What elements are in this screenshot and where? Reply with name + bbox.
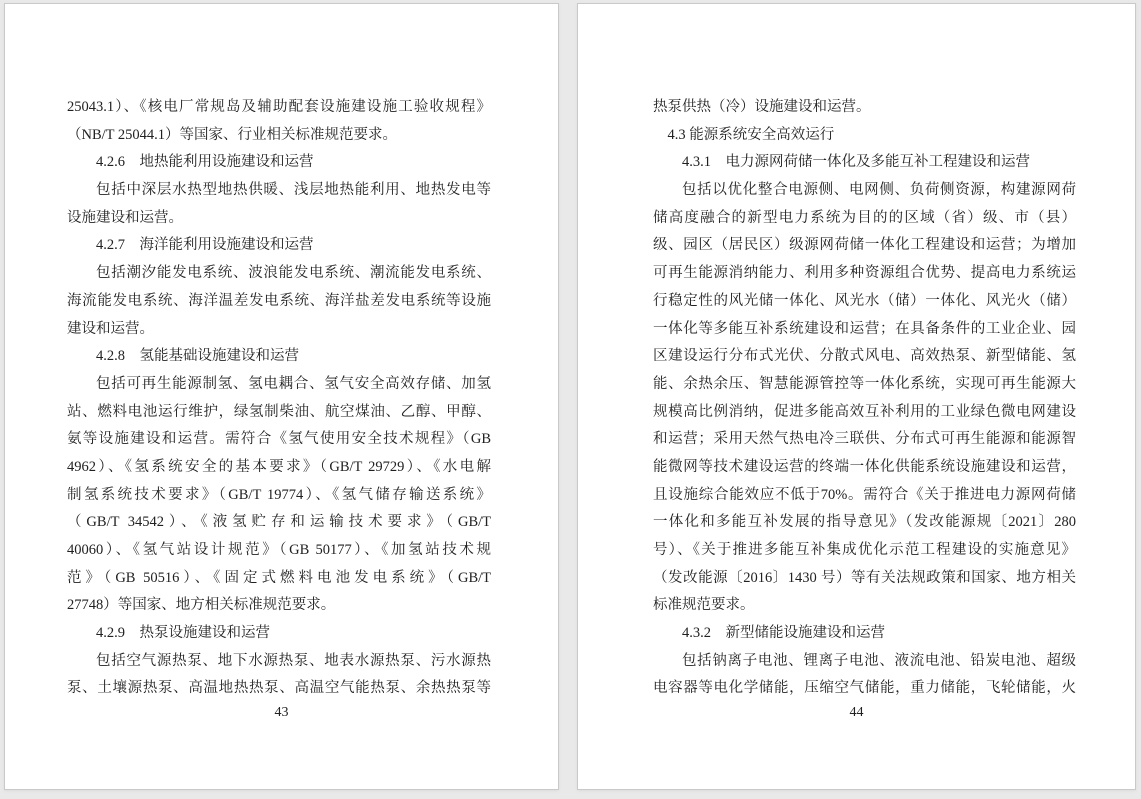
text-line: 25043.1）、《核电厂常规岛及辅助配套设施建设施工验收规程》 <box>67 99 491 115</box>
page-number: 44 <box>849 705 864 720</box>
text-line: 包括中深层水热型地热供暖、浅层地热能利用、地热发电等 <box>96 182 491 199</box>
text-line: 级、园区（居民区）级源网荷储一体化工程建设和运营；为增加 <box>653 237 1076 254</box>
text-line: 27748）等国家、地方相关标准规范要求。 <box>67 597 336 614</box>
text-line: 电容器等电化学储能，压缩空气储能，重力储能，飞轮储能，火 <box>653 680 1076 697</box>
text-line: 规模高比例消纳，促进多能高效互补利用的工业绿色微电网建设 <box>653 403 1076 420</box>
text-line: 一体化和多能互补发展的指导意见》（发改能源规〔2021〕280 <box>653 514 1076 531</box>
text-line: 行稳定性的风光储一体化、风光水（储）一体化、风光火（储） <box>653 292 1076 309</box>
heading-line: 4.2.6 地热能利用设施建设和运营 <box>96 154 314 171</box>
text-line: 包括钠离子电池、锂离子电池、液流电池、铅炭电池、超级 <box>682 652 1076 669</box>
text-line: 区建设运行分布式光伏、分散式风电、高效热泵、新型储能、氢 <box>653 348 1076 365</box>
text-line: 标准规范要求。 <box>653 597 755 614</box>
text-line: 泵、土壤源热泵、高温地热热泵、高温空气能热泵、余热热泵等 <box>67 680 491 697</box>
heading-line: 4.3 能源系统安全高效运行 <box>667 126 835 143</box>
text-line: 能微网等技术建设运营的终端一体化供能系统设施建设和运营， <box>653 458 1076 475</box>
text-line: 储高度融合的新型电力系统为目的的区域（省）级、市（县） <box>653 209 1076 226</box>
text-line: 号）、《关于推进多能互补集成优化示范工程建设的实施意见》 <box>653 542 1076 558</box>
page-text-column <box>653 94 1076 789</box>
text-line: 可再生能源消纳能力、利用多种资源组合优势、提高电力系统运 <box>653 265 1076 282</box>
text-line: 一体化等多能互补系统建设和运营；在具备条件的工业企业、园 <box>653 320 1076 337</box>
heading-line: 4.3.1 电力源网荷储一体化及多能互补工程建设和运营 <box>682 154 1030 171</box>
text-line: 制氢系统技术要求》（GB/T 19774）、《氢气储存输送系统》 <box>67 486 491 503</box>
text-line: 包括以优化整合电源侧、电网侧、负荷侧资源，构建源网荷 <box>682 182 1076 199</box>
heading-line: 4.2.7 海洋能利用设施建设和运营 <box>96 237 314 254</box>
text-line: 且设施综合能效应不低于70%。需符合《关于推进电力源网荷储 <box>653 486 1076 503</box>
text-line: 包括空气源热泵、地下水源热泵、地表水源热泵、污水源热 <box>96 652 491 669</box>
heading-line: 4.2.8 氢能基础设施建设和运营 <box>96 348 299 365</box>
text-line: 40060）、《氢气站设计规范》（GB 50177）、《加氢站技术规 <box>67 542 491 558</box>
text-line: 热泵供热（冷）设施建设和运营。 <box>653 99 871 115</box>
document-page-left <box>4 3 559 790</box>
text-line: 设施建设和运营。 <box>67 209 183 226</box>
text-line: 4962）、《氢系统安全的基本要求》（GB/T 29729）、《水电解 <box>67 458 491 475</box>
text-line: （GB/T 34542）、《液氢贮存和运输技术要求》（GB/T <box>67 514 491 531</box>
text-line: 包括潮汐能发电系统、波浪能发电系统、潮流能发电系统、 <box>96 265 491 282</box>
text-line: 海流能发电系统、海洋温差发电系统、海洋盐差发电系统等设施 <box>67 292 491 309</box>
document-page-right <box>577 3 1136 790</box>
text-line: 站、燃料电池运行维护，绿氢制柴油、航空煤油、乙醇、甲醇、 <box>67 403 491 420</box>
text-line: 包括可再生能源制氢、氢电耦合、氢气安全高效存储、加氢 <box>96 375 491 392</box>
text-line: （NB/T 25044.1）等国家、行业相关标准规范要求。 <box>67 126 398 143</box>
heading-line: 4.2.9 热泵设施建设和运营 <box>96 625 270 642</box>
page-number: 43 <box>274 705 289 720</box>
text-line: （发改能源〔2016〕1430 号）等有关法规政策和国家、地方相关 <box>653 569 1076 586</box>
heading-line: 4.3.2 新型储能设施建设和运营 <box>682 625 885 642</box>
text-line: 建设和运营。 <box>67 320 154 337</box>
text-line: 范》（GB 50516）、《固定式燃料电池发电系统》（GB/T <box>67 569 491 586</box>
page-text-column <box>67 94 491 789</box>
text-line: 和运营；采用天然气热电冷三联供、分布式可再生能源和能源智 <box>653 431 1076 448</box>
text-line: 能、余热余压、智慧能源管控等一体化系统，实现可再生能源大 <box>653 375 1076 392</box>
text-line: 氨等设施建设和运营。需符合《氢气使用安全技术规程》（GB <box>67 431 491 448</box>
